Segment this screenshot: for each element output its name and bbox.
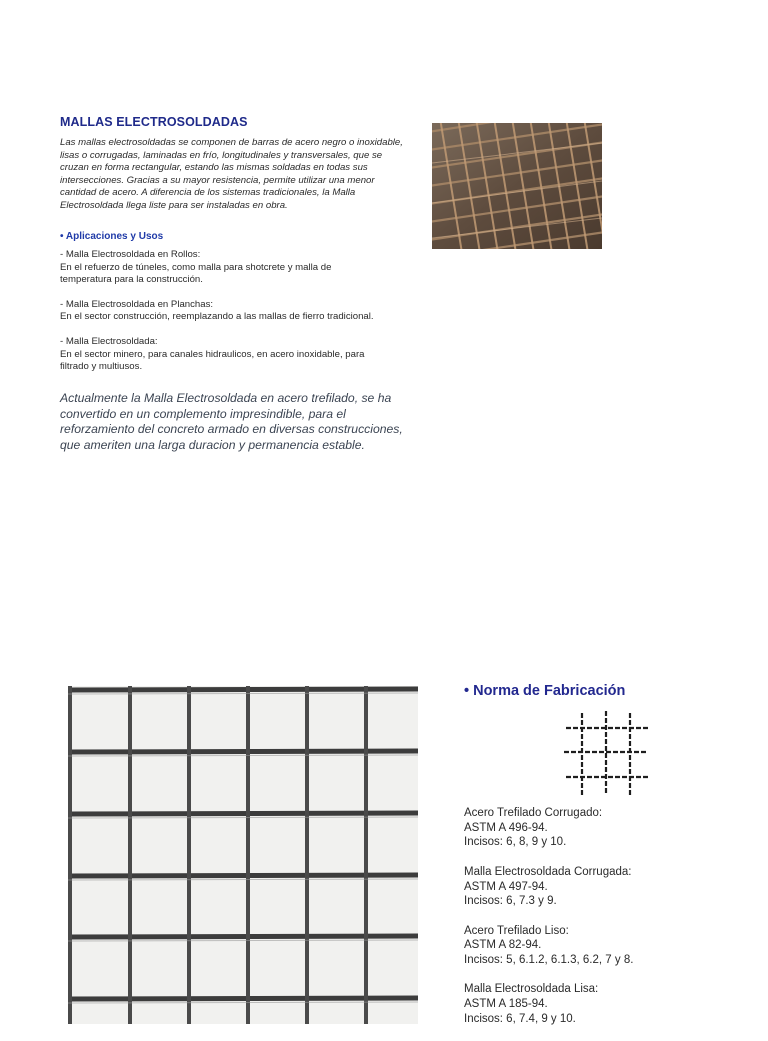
- use-item: [60, 249, 430, 287]
- rebar-mesh-photo: [432, 123, 602, 249]
- norma-heading: • Norma de Fabricación: [464, 683, 626, 699]
- use-item-line: En el sector construcción, reemplazando a las mallas de fierro tradicional.: [60, 311, 374, 323]
- specs-list: [464, 806, 754, 1041]
- wire-mesh-illustration: [68, 686, 418, 1024]
- intro-paragraph: Las mallas electrosoldadas se componen de barras de acero negro o inoxidable, lisas o corrugadas, laminadas en frío, longitudinales y transversales, que se cruzan en forma rectangular, estando las mismas soldadas en todas sus intersecciones. Gracias a su mayor resistencia, permite utilizar una menor cantidad de acero. A diferencia de los sistemas tradicionales, la Malla Electrosoldada llega liste para ser instaladas en obra.: [60, 137, 403, 211]
- use-item-line: En el refuerzo de túneles, como malla para shotcrete y malla de: [60, 261, 332, 273]
- use-item-line: En el sector minero, para canales hidraulicos, en acero inoxidable, para: [60, 348, 365, 360]
- spec-name: Malla Electrosoldada Corrugada:: [464, 865, 632, 878]
- uses-list: [60, 249, 430, 386]
- use-item-name: - Malla Electrosoldada:: [60, 335, 158, 347]
- use-item-name: - Malla Electrosoldada en Rollos:: [60, 249, 201, 260]
- use-item-name: - Malla Electrosoldada en Planchas:: [60, 298, 214, 310]
- wire-mesh-photo: [68, 686, 418, 1024]
- spec-item: [464, 924, 754, 968]
- spec-standard: ASTM A 496-94.: [464, 821, 548, 834]
- spec-name: Acero Trefilado Liso:: [464, 924, 569, 937]
- page-title: MALLAS ELECTROSOLDADAS: [60, 115, 248, 129]
- spec-standard: ASTM A 82-94.: [464, 939, 542, 952]
- spec-incisos: Incisos: 5, 6.1.2, 6.1.3, 6.2, 7 y 8.: [464, 954, 634, 966]
- spec-standard: ASTM A 185-94.: [464, 998, 548, 1011]
- applications-heading: • Aplicaciones y Usos: [60, 231, 164, 242]
- spec-item: [464, 982, 754, 1026]
- spec-incisos: Incisos: 6, 7.3 y 9.: [464, 895, 557, 908]
- spec-incisos: Incisos: 6, 7.4, 9 y 10.: [464, 1012, 576, 1025]
- use-item-line: temperatura para la construcción.: [60, 274, 203, 286]
- use-item: [60, 336, 430, 374]
- use-item-line: filtrado y multiusos.: [60, 361, 143, 373]
- spec-standard: ASTM A 497-94.: [464, 880, 548, 893]
- rebar-mesh-illustration: [432, 123, 602, 249]
- spec-item: [464, 806, 754, 850]
- spec-name: Acero Trefilado Corrugado:: [464, 807, 603, 819]
- use-item: [60, 299, 430, 324]
- spec-item: [464, 865, 754, 909]
- closing-paragraph: Actualmente la Malla Electrosoldada en acero trefilado, se ha convertido en un complemento impresindible, para el reforzamiento del concreto armado en diversas construcciones, que ameriten una larga duracion y permanencia estable.: [60, 391, 403, 452]
- spec-name: Malla Electrosoldada Lisa:: [464, 983, 599, 996]
- spec-incisos: Incisos: 6, 8, 9 y 10.: [464, 836, 567, 849]
- wire-grid-icon: [562, 711, 652, 797]
